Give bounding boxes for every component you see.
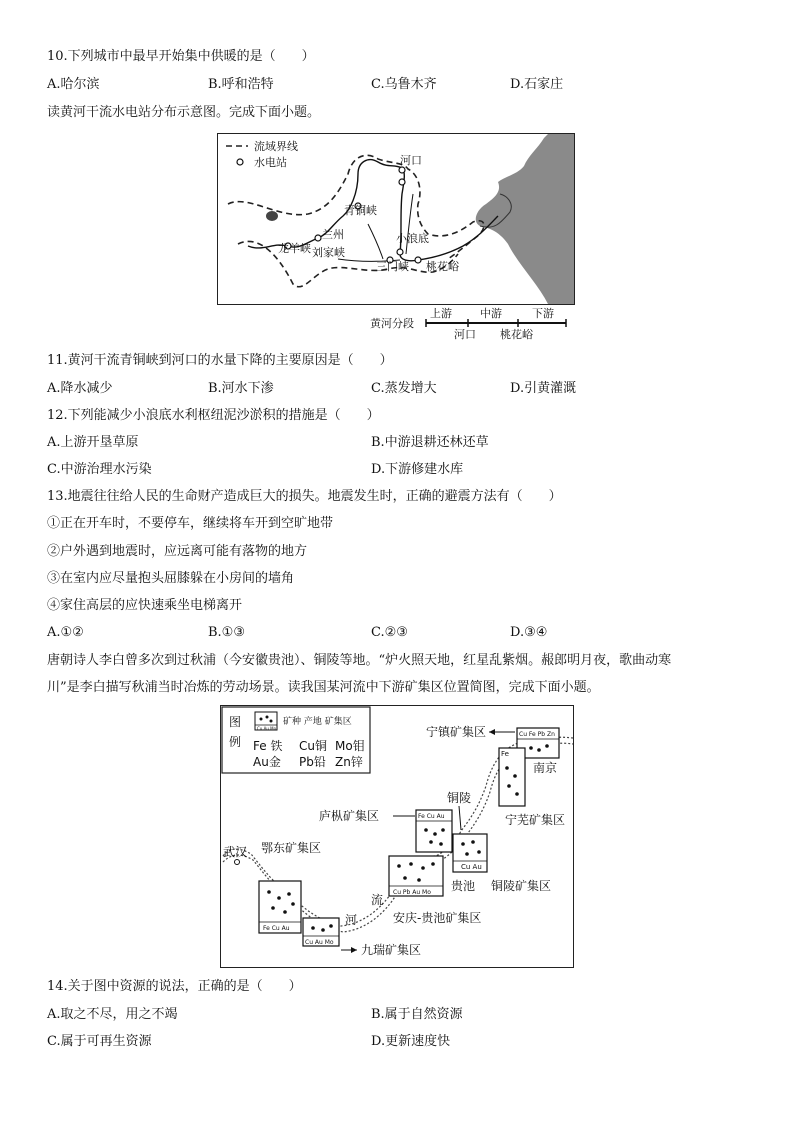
basin-boundary-south (238, 241, 458, 286)
q12-option-a: A.上游开垦草原 (47, 435, 139, 450)
label-ningwu: 宁芜矿集区 (505, 813, 566, 827)
box-jiurui-minerals: Cu Au Mo (305, 939, 334, 946)
segment-middle: 中游 (480, 307, 502, 320)
segment-lower: 下游 (532, 307, 554, 320)
legend-zn: Zn锌 (335, 755, 363, 769)
label-ningzhen: 宁镇矿集区 (426, 725, 487, 739)
label-luzong: 庐枞矿集区 (319, 809, 380, 823)
q11-option-b: B.河水下渗 (208, 381, 274, 396)
q13-item-2: ②户外遇到地震时，应远离可能有落物的地方 (47, 544, 308, 559)
yellow-river-map (217, 133, 575, 305)
hydropower-station-icon (237, 159, 243, 165)
mineral-area-map-drawing (221, 706, 573, 967)
sea-area (476, 134, 574, 304)
label-tongling-city: 铜陵 (447, 791, 472, 805)
label-xiaolangdi: 小浪底 (396, 232, 429, 245)
q13-option-c: C.②③ (371, 625, 408, 640)
station-xiaolangdi (397, 249, 403, 255)
label-wuhan: 武汉 (223, 845, 248, 859)
q10-stem: 10.下列城市中最早开始集中供暖的是（ ） (47, 49, 315, 64)
label-river-he: 河 (345, 913, 358, 927)
segment-point-hekou: 河口 (454, 328, 476, 341)
q10-option-d: D.石家庄 (510, 77, 564, 92)
intro-li-bai-line1: 唐朝诗人李白曾多次到过秋浦（今安徽贵池）、铜陵等地。“炉火照天地，红星乱紫烟。赧郎明月夜，歌曲动寒 (47, 653, 672, 668)
q14-option-a: A.取之不尽，用之不竭 (47, 1007, 178, 1022)
q12-option-d: D.下游修建水库 (371, 462, 464, 477)
q10-option-c: C.乌鲁木齐 (371, 77, 437, 92)
segment-point-taohuayu: 桃花峪 (500, 328, 533, 341)
legend-au: Au金 (253, 755, 281, 769)
box-anqing-minerals: Cu Pb Au Mo (393, 889, 431, 896)
q14-stem: 14.关于图中资源的说法，正确的是（ ） (47, 979, 302, 994)
q13-stem: 13.地震往往给人民的生命财产造成巨大的损失。地震发生时，正确的避震方法有（ ） (47, 489, 562, 504)
legend-sample-box-label: Cu Au Mo (257, 726, 277, 731)
q13-item-4: ④家住高层的应快速乘坐电梯离开 (47, 598, 243, 613)
legend-mo: Mo钼 (335, 739, 365, 753)
q12-option-b: B.中游退耕还林还草 (371, 435, 489, 450)
legend-title-2: 例 (229, 735, 242, 749)
station-lanzhou (315, 235, 321, 241)
yellow-river-map-drawing (218, 134, 574, 304)
q13-option-b: B.①③ (208, 625, 245, 640)
legend-boundary-label: 流域界线 (254, 140, 298, 153)
box-ningwu-minerals: Fe (501, 750, 509, 758)
box-ningzhen-minerals: Cu Fe Pb Zn (519, 731, 555, 738)
qinghai-lake (266, 211, 278, 221)
q10-option-b: B.呼和浩特 (208, 77, 274, 92)
label-lanzhou: 兰州 (322, 228, 344, 241)
mineral-area-map (220, 705, 574, 968)
box-edong-minerals: Fe Cu Au (263, 925, 290, 932)
intro-li-bai-line2: 川”是李白描写秋浦当时冶炼的劳动场景。读我国某河流中下游矿集区位置简图，完成下面小题。 (47, 680, 600, 695)
label-tongling-area: 铜陵矿集区 (491, 879, 552, 893)
segments-title: 黄河分段 (370, 317, 414, 330)
label-edong: 鄂东矿集区 (261, 841, 322, 855)
river-segments-bar (370, 305, 570, 341)
label-guichi: 贵池 (451, 879, 476, 893)
label-sanmenxia: 三门峡 (376, 260, 409, 273)
q10-option-a: A.哈尔滨 (47, 77, 100, 92)
label-river-liu: 流 (371, 893, 384, 907)
label-nanjing: 南京 (533, 761, 558, 775)
q11-option-c: C.蒸发增大 (371, 381, 437, 396)
legend-key-caption: 矿种 产地 矿集区 (283, 717, 352, 727)
q12-option-c: C.中游治理水污染 (47, 462, 152, 477)
station-hekou (399, 167, 405, 173)
box-luzong-minerals: Fe Cu Au (418, 813, 445, 820)
legend-title-1: 图 (229, 715, 242, 729)
segment-upper: 上游 (430, 307, 452, 320)
label-anqing: 安庆-贵池矿集区 (393, 911, 482, 925)
label-longyangxia: 龙羊峡 (278, 242, 311, 255)
legend-cu: Cu铜 (299, 739, 327, 753)
station-taohuayu (415, 257, 421, 263)
q12-stem: 12.下列能减少小浪底水利枢纽泥沙淤积的措施是（ ） (47, 408, 380, 423)
label-liujiaxia: 刘家峡 (312, 246, 345, 259)
legend-station-label: 水电站 (254, 156, 287, 169)
q13-item-3: ③在室内应尽量抱头屈膝躲在小房间的墙角 (47, 571, 295, 586)
label-jiurui: 九瑞矿集区 (361, 943, 422, 957)
q11-option-d: D.引黄灌溉 (510, 381, 577, 396)
label-hekou: 河口 (400, 154, 422, 167)
intro-yellow-river: 读黄河干流水电站分布示意图。完成下面小题。 (47, 105, 321, 120)
q14-option-d: D.更新速度快 (371, 1034, 451, 1049)
q13-option-d: D.③④ (510, 625, 548, 640)
q14-option-b: B.属于自然资源 (371, 1007, 463, 1022)
q13-option-a: A.①② (47, 625, 84, 640)
label-qingtongxia: 青铜峡 (344, 204, 377, 217)
q13-item-1: ①正在开车时，不要停车，继续将车开到空旷地带 (47, 516, 334, 531)
label-taohuayu: 桃花峪 (426, 260, 459, 273)
legend-pb: Pb铅 (299, 755, 326, 769)
q11-stem: 11.黄河干流青铜峡到河口的水量下降的主要原因是（ ） (47, 353, 393, 368)
legend-fe: Fe 铁 (253, 739, 283, 753)
q14-option-c: C.属于可再生资源 (47, 1034, 152, 1049)
q11-option-a: A.降水减少 (47, 381, 113, 396)
wuhan-city-marker (235, 860, 240, 865)
box-tongling-minerals: Cu Au (461, 863, 482, 871)
